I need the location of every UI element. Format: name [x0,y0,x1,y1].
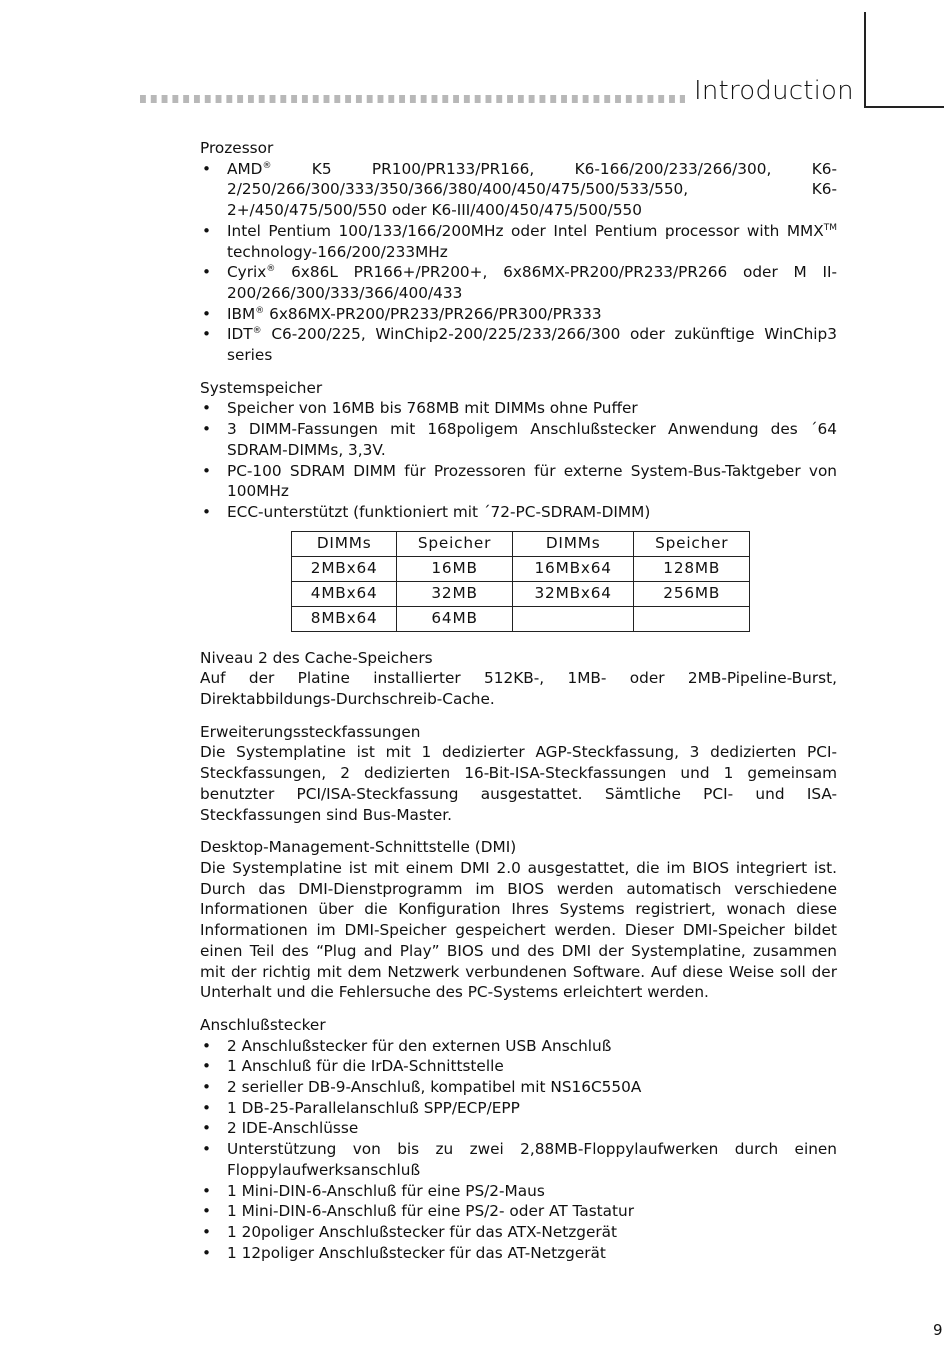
dmi-text: Die Systemplatine ist mit einem DMI 2.0 ausgestattet, die im BIOS integriert ist. Durch das DMI-Dienstprogramm im BIOS werden automatisch verschiedene Informationen über die Konfiguration Ihres Systems registriert, wonach diese Informationen im DMI-Speicher gespeichert werden. Dieser DMI-Speicher bildet einen Teil des “Plug and Play” BIOS und des DMI der Systemplatine, zusammen mit der richtig mit dem Netzwerk verbundenen Software. Auf diese Weise soll der Unterhalt und die Fehlersuche des PC-Systems erleichtert werden. [200,858,837,1002]
processor-section [200,138,837,366]
table-cell: 16MB [397,556,512,581]
table-row [292,606,750,631]
table-cell [634,606,750,631]
list-item: • 1 Anschluß für die IrDA-Schnittstelle [200,1056,837,1077]
page-content [200,138,837,1275]
table-header-cell: DIMMs [292,531,397,556]
table-cell: 64MB [397,606,512,631]
memory-list [200,398,837,522]
cache-text: Auf der Platine installierter 512KB-, 1MB- oder 2MB-Pipeline-Burst, Direktabbildungs-Durchschreib-Cache. [200,669,837,709]
dmi-section [200,837,837,1003]
list-item: • Speicher von 16MB bis 768MB mit DIMMs ohne Puffer [200,398,837,419]
header-dotted-rule [140,95,685,103]
slots-text: Die Systemplatine ist mit 1 dedizierter AGP-Steckfassung, 3 dedizierten PCI-Steckfassungen, 2 dedizierten 16-Bit-ISA-Steckfassungen und 1 gemeinsam benutzter PCI/ISA-Steckfassung ausgestattet. Sämtliche PCI- und ISA-Steckfassungen sind Bus-Master. [200,743,837,824]
table-header-cell: Speicher [634,531,750,556]
list-item: • 2 Anschlußstecker für den externen USB Anschluß [200,1036,837,1057]
connectors-section [200,1015,837,1263]
list-item: • 1 Mini-DIN-6-Anschluß für eine PS/2-Maus [200,1181,837,1202]
table-cell: 4MBx64 [292,581,397,606]
list-item: • 1 12poliger Anschlußstecker für das AT-Netzgerät [200,1243,837,1264]
corner-mark-horizontal [864,106,944,108]
table-cell: 2MBx64 [292,556,397,581]
corner-mark-vertical [864,12,866,108]
table-row [292,581,750,606]
list-item: • 2 serieller DB-9-Anschluß, kompatibel mit NS16C550A [200,1077,837,1098]
dimm-table-wrapper [291,531,837,632]
list-item: • Intel Pentium 100/133/166/200MHz oder Intel Pentium processor with MMX™ technology-166/200/233MHz [200,221,837,262]
dmi-heading: Desktop-Management-Schnittstelle (DMI) [200,838,517,857]
page-number: 9 [933,1321,943,1339]
cache-heading: Niveau 2 des Cache-Speichers [200,648,433,667]
list-item: • PC-100 SDRAM DIMM für Prozessoren für externe System-Bus-Taktgeber von 100MHz [200,461,837,502]
table-header-cell: Speicher [397,531,512,556]
list-item: • 1 DB-25-Parallelanschluß SPP/ECP/EPP [200,1098,837,1119]
table-cell: 32MBx64 [512,581,634,606]
table-cell: 256MB [634,581,750,606]
memory-section [200,378,837,632]
dimm-table [291,531,750,632]
table-cell [512,606,634,631]
connectors-list [200,1036,837,1264]
memory-heading: Systemspeicher [200,378,323,397]
slots-section [200,722,837,826]
table-header-row [292,531,750,556]
list-item: • AMD® K5 PR100/PR133/PR166, K6-166/200/233/266/300, K6-2/250/266/300/333/350/366/380/400/450/475/500/533/550, K6-2+/450/475/500/550 oder K6-III/400/450/475/500/550 [200,159,837,221]
table-row [292,556,750,581]
list-item: • 1 Mini-DIN-6-Anschluß für eine PS/2- oder AT Tastatur [200,1201,837,1222]
processor-heading: Prozessor [200,139,274,157]
table-cell: 8MBx64 [292,606,397,631]
slots-heading: Erweiterungssteckfassungen [200,722,421,741]
list-item: • IDT® C6-200/225, WinChip2-200/225/233/266/300 oder zukünftige WinChip3 series [200,324,837,365]
list-item: • ECC-unterstützt (funktioniert mit ´72-PC-SDRAM-DIMM) [200,502,837,523]
list-item: • Cyrix® 6x86L PR166+/PR200+, 6x86MX-PR200/PR233/PR266 oder M II-200/266/300/333/366/400/433 [200,262,837,303]
table-cell: 128MB [634,556,750,581]
connectors-heading: Anschlußstecker [200,1015,326,1034]
table-header-cell: DIMMs [512,531,634,556]
table-cell: 32MB [397,581,512,606]
table-cell: 16MBx64 [512,556,634,581]
processor-list [200,159,837,366]
list-item: • 3 DIMM-Fassungen mit 168poligem Anschlußstecker Anwendung des ´64 SDRAM-DIMMs, 3,3V. [200,419,837,460]
list-item: • 2 IDE-Anschlüsse [200,1118,837,1139]
chapter-title: Introduction [694,76,854,106]
list-item: • Unterstützung von bis zu zwei 2,88MB-Floppylaufwerken durch einen Floppylaufwerksanschluß [200,1139,837,1180]
cache-section [200,648,837,710]
list-item: • 1 20poliger Anschlußstecker für das ATX-Netzgerät [200,1222,837,1243]
list-item: • IBM® 6x86MX-PR200/PR233/PR266/PR300/PR333 [200,304,837,325]
